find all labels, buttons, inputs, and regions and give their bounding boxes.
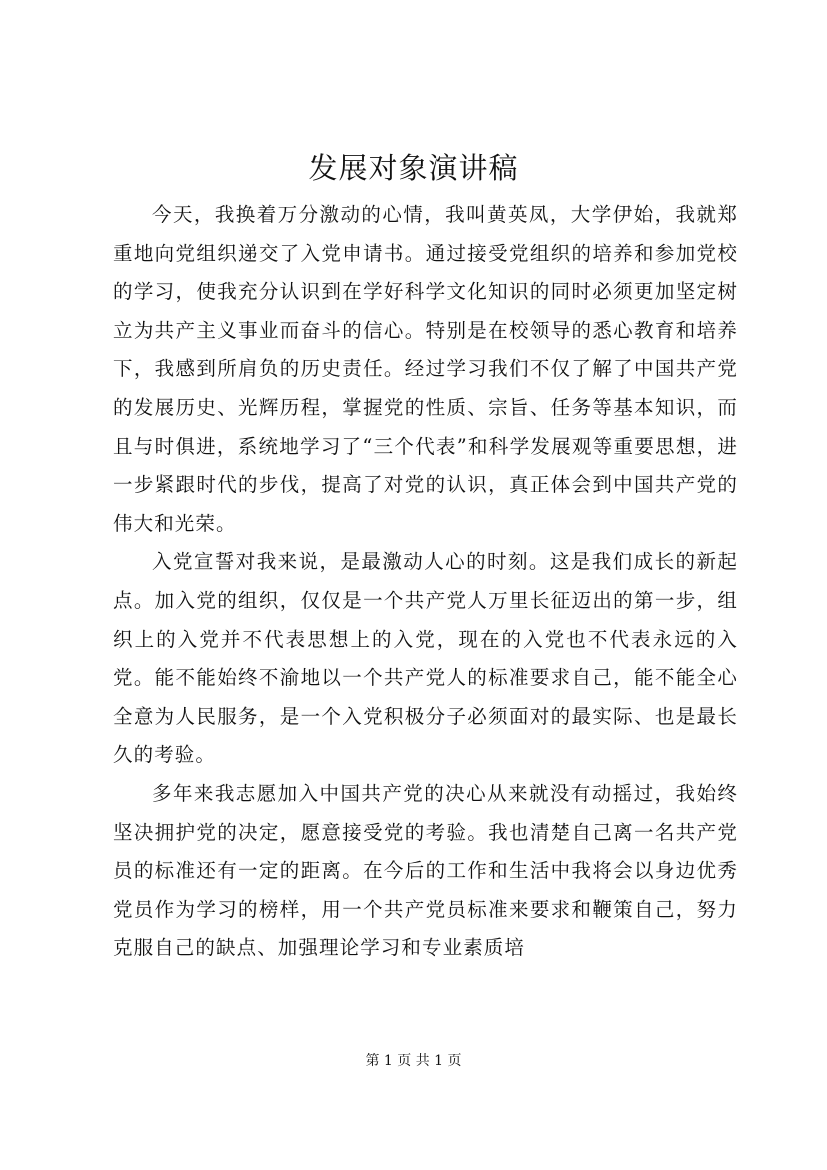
document-body — [113, 196, 738, 968]
document-title: 发展对象演讲稿 — [308, 151, 519, 185]
paragraph: 今天，我换着万分激动的心情，我叫黄英凤，大学伊始，我就郑重地向党组织递交了入党申请书。通过接受党组织的培养和参加党校的学习，使我充分认识到在学好科学文化知识的同时必须更加坚定树立为共产主义事业而奋斗的信心。特别是在校领导的悉心教育和培养下，我感到所肩负的历史责任。经过学习我们不仅了解了中国共产党的发展历史、光辉历程，掌握党的性质、宗旨、任务等基本知识，而且与时俱进，系统地学习了“三个代表”和科学发展观等重要思想，进一步紧跟时代的步伐，提高了对党的认识，真正体会到中国共产党的伟大和光荣。 — [113, 203, 738, 535]
page-footer: 第 1 页 共 1 页 — [365, 1053, 462, 1069]
paragraph: 多年来我志愿加入中国共产党的决心从来就没有动摇过，我始终坚决拥护党的决定，愿意接受党的考验。我也清楚自己离一名共产党员的标准还有一定的距离。在今后的工作和生活中我将会以身边优秀党员作为学习的榜样，用一个共产党员标准来要求和鞭策自己，努力克服自己的缺点、加强理论学习和专业素质培 — [113, 781, 738, 960]
paragraph: 入党宣誓对我来说，是最激动人心的时刻。这是我们成长的新起点。加入党的组织，仅仅是一个共产党人万里长征迈出的第一步，组织上的入党并不代表思想上的入党，现在的入党也不代表永远的入党。能不能始终不渝地以一个共产党人的标准要求自己，能不能全心全意为人民服务，是一个入党积极分子必须面对的最实际、也是最长久的考验。 — [113, 550, 738, 767]
